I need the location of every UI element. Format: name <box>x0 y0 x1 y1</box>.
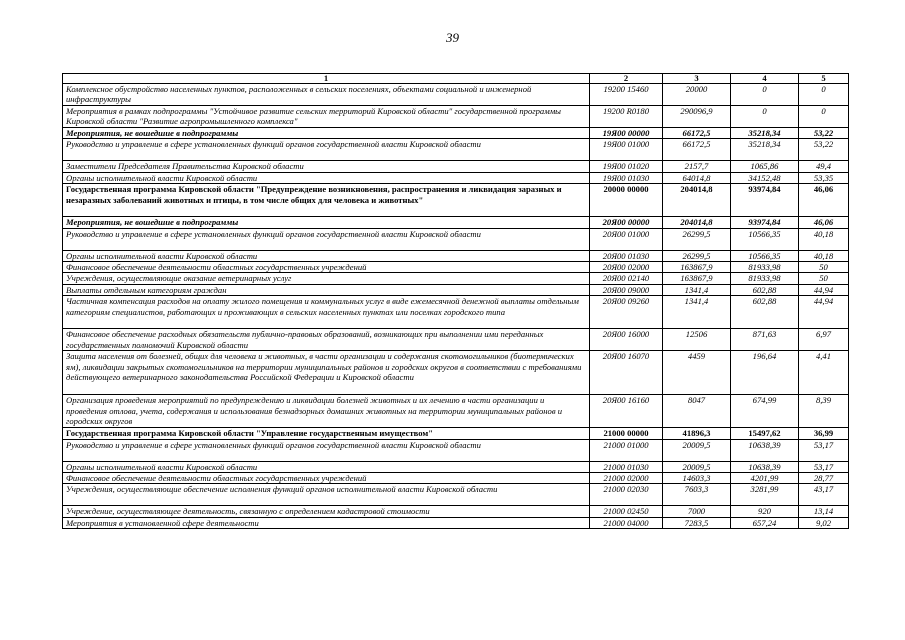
row-plan-cell: 1341,4 <box>663 284 731 295</box>
table-row <box>63 506 849 517</box>
row-name-cell: Мероприятия в рамках подпрограммы "Устойчивое развитие сельских территорий Кировской области" государственной программы Кировской области "Развитие агропромышленного комплекса" <box>63 106 590 128</box>
row-percent-cell: 53,22 <box>799 139 849 161</box>
row-code-cell: 21000 04000 <box>590 517 663 528</box>
budget-table <box>62 73 849 529</box>
row-executed-cell: 3281,99 <box>731 484 799 506</box>
row-code-cell: 20Я00 02000 <box>590 262 663 273</box>
row-code-cell: 20Я00 09000 <box>590 284 663 295</box>
row-code-cell: 21000 00000 <box>590 428 663 439</box>
row-percent-cell: 4,41 <box>799 351 849 395</box>
row-code-cell: 20Я00 16160 <box>590 395 663 428</box>
row-percent-cell: 36,99 <box>799 428 849 439</box>
row-code-cell: 20Я00 02140 <box>590 273 663 284</box>
table-row <box>63 329 849 351</box>
row-name-cell: Мероприятия, не вошедшие в подпрограммы <box>63 128 590 139</box>
header-cell-1: 1 <box>63 74 590 84</box>
row-executed-cell: 81933,98 <box>731 262 799 273</box>
row-plan-cell: 163867,9 <box>663 273 731 284</box>
header-cell-4: 4 <box>731 74 799 84</box>
row-name-cell: Финансовое обеспечение расходных обязательств публично-правовых образований, возникающих при выполнении ими переданных государственных полномочий Кировской области <box>63 329 590 351</box>
row-plan-cell: 1341,4 <box>663 296 731 329</box>
row-code-cell: 20Я00 00000 <box>590 217 663 228</box>
row-executed-cell: 10638,39 <box>731 461 799 472</box>
row-plan-cell: 26299,5 <box>663 228 731 250</box>
row-percent-cell: 8,39 <box>799 395 849 428</box>
row-code-cell: 19Я00 01030 <box>590 172 663 183</box>
row-name-cell: Органы исполнительной власти Кировской области <box>63 172 590 183</box>
row-executed-cell: 0 <box>731 84 799 106</box>
header-cell-3: 3 <box>663 74 731 84</box>
row-code-cell: 20Я00 01030 <box>590 250 663 261</box>
row-code-cell: 21000 01030 <box>590 461 663 472</box>
table-row <box>63 106 849 128</box>
row-executed-cell: 871,63 <box>731 329 799 351</box>
row-code-cell: 21000 02450 <box>590 506 663 517</box>
row-name-cell: Финансовое обеспечение деятельности областных государственных учреждений <box>63 262 590 273</box>
table-row <box>63 184 849 217</box>
row-name-cell: Органы исполнительной власти Кировской области <box>63 461 590 472</box>
row-executed-cell: 1065,86 <box>731 161 799 172</box>
row-plan-cell: 204014,8 <box>663 184 731 217</box>
row-name-cell: Защита населения от болезней, общих для человека и животных, в части организации и содержания скотомогильников (биотермических ям), ликвидации закрытых скотомогильников на территории муниципальных районов и городских округов в соответствии с требованиями действующего ветеринарного законодательства Российской Федерации и Кировской области <box>63 351 590 395</box>
row-percent-cell: 40,18 <box>799 228 849 250</box>
row-plan-cell: 66172,5 <box>663 139 731 161</box>
row-code-cell: 21000 01000 <box>590 439 663 461</box>
row-plan-cell: 7603,3 <box>663 484 731 506</box>
row-code-cell: 21000 02000 <box>590 473 663 484</box>
row-plan-cell: 163867,9 <box>663 262 731 273</box>
table-row <box>63 473 849 484</box>
row-plan-cell: 26299,5 <box>663 250 731 261</box>
row-percent-cell: 9,02 <box>799 517 849 528</box>
header-row <box>63 74 849 84</box>
row-executed-cell: 15497,62 <box>731 428 799 439</box>
row-executed-cell: 35218,34 <box>731 128 799 139</box>
row-executed-cell: 602,88 <box>731 284 799 295</box>
table-row <box>63 484 849 506</box>
row-percent-cell: 50 <box>799 262 849 273</box>
table-row <box>63 284 849 295</box>
row-executed-cell: 920 <box>731 506 799 517</box>
row-executed-cell: 0 <box>731 106 799 128</box>
table-row <box>63 517 849 528</box>
table-row <box>63 250 849 261</box>
row-percent-cell: 43,17 <box>799 484 849 506</box>
row-executed-cell: 602,88 <box>731 296 799 329</box>
row-name-cell: Учреждения, осуществляющие оказание ветеринарных услуг <box>63 273 590 284</box>
row-percent-cell: 28,77 <box>799 473 849 484</box>
table-row <box>63 217 849 228</box>
row-percent-cell: 46,06 <box>799 217 849 228</box>
table-row <box>63 84 849 106</box>
row-code-cell: 20000 00000 <box>590 184 663 217</box>
row-percent-cell: 44,94 <box>799 284 849 295</box>
row-executed-cell: 10566,35 <box>731 250 799 261</box>
row-executed-cell: 657,24 <box>731 517 799 528</box>
row-name-cell: Организация проведения мероприятий по предупреждению и ликвидации болезней животных и их лечению в части организации и проведения отлова, учета, содержания и использования безнадзорных домашних животных на территории муниципальных районов и городских округов <box>63 395 590 428</box>
row-code-cell: 19200 R0180 <box>590 106 663 128</box>
row-plan-cell: 64014,8 <box>663 172 731 183</box>
row-plan-cell: 20000 <box>663 84 731 106</box>
row-plan-cell: 2157,7 <box>663 161 731 172</box>
row-plan-cell: 20009,5 <box>663 461 731 472</box>
page-number: 39 <box>446 30 459 45</box>
row-plan-cell: 204014,8 <box>663 217 731 228</box>
row-executed-cell: 10566,35 <box>731 228 799 250</box>
row-plan-cell: 14603,3 <box>663 473 731 484</box>
header-cell-5: 5 <box>799 74 849 84</box>
row-percent-cell: 0 <box>799 84 849 106</box>
header-cell-2: 2 <box>590 74 663 84</box>
table-row <box>63 439 849 461</box>
row-percent-cell: 53,17 <box>799 439 849 461</box>
table-row <box>63 139 849 161</box>
row-plan-cell: 41896,3 <box>663 428 731 439</box>
row-percent-cell: 53,17 <box>799 461 849 472</box>
row-code-cell: 19Я00 00000 <box>590 128 663 139</box>
row-name-cell: Заместители Председателя Правительства Кировской области <box>63 161 590 172</box>
row-percent-cell: 13,14 <box>799 506 849 517</box>
table-row <box>63 172 849 183</box>
row-plan-cell: 12506 <box>663 329 731 351</box>
row-name-cell: Учреждения, осуществляющие обеспечение исполнения функций органов исполнительной власти Кировской области <box>63 484 590 506</box>
row-executed-cell: 81933,98 <box>731 273 799 284</box>
row-executed-cell: 34152,48 <box>731 172 799 183</box>
row-percent-cell: 6,97 <box>799 329 849 351</box>
row-name-cell: Учреждение, осуществляющее деятельность, связанную с определением кадастровой стоимости <box>63 506 590 517</box>
table-row <box>63 161 849 172</box>
row-plan-cell: 7283,5 <box>663 517 731 528</box>
row-name-cell: Мероприятия в установленной сфере деятельности <box>63 517 590 528</box>
table-row <box>63 351 849 395</box>
row-name-cell: Руководство и управление в сфере установленных функций органов государственной власти Кировской области <box>63 139 590 161</box>
row-percent-cell: 49,4 <box>799 161 849 172</box>
row-executed-cell: 674,99 <box>731 395 799 428</box>
row-code-cell: 19200 15460 <box>590 84 663 106</box>
row-percent-cell: 53,35 <box>799 172 849 183</box>
row-code-cell: 19Я00 01020 <box>590 161 663 172</box>
row-plan-cell: 20009,5 <box>663 439 731 461</box>
row-code-cell: 21000 02030 <box>590 484 663 506</box>
row-executed-cell: 35218,34 <box>731 139 799 161</box>
table-row <box>63 262 849 273</box>
row-executed-cell: 93974,84 <box>731 184 799 217</box>
row-code-cell: 20Я00 01000 <box>590 228 663 250</box>
row-executed-cell: 10638,39 <box>731 439 799 461</box>
row-name-cell: Комплексное обустройство населенных пунктов, расположенных в сельских поселениях, объектами социальной и инженерной инфраструктуры <box>63 84 590 106</box>
table-row <box>63 461 849 472</box>
table-row <box>63 296 849 329</box>
table-row <box>63 395 849 428</box>
row-code-cell: 19Я00 01000 <box>590 139 663 161</box>
row-plan-cell: 4459 <box>663 351 731 395</box>
row-executed-cell: 93974,84 <box>731 217 799 228</box>
row-percent-cell: 0 <box>799 106 849 128</box>
row-plan-cell: 8047 <box>663 395 731 428</box>
row-executed-cell: 4201,99 <box>731 473 799 484</box>
row-name-cell: Финансовое обеспечение деятельности областных государственных учреждений <box>63 473 590 484</box>
row-name-cell: Руководство и управление в сфере установленных функций органов государственной власти Кировской области <box>63 439 590 461</box>
row-percent-cell: 50 <box>799 273 849 284</box>
row-code-cell: 20Я00 09260 <box>590 296 663 329</box>
row-name-cell: Частичная компенсация расходов на оплату жилого помещения и коммунальных услуг в виде ежемесячной денежной выплаты отдельным категориям специалистов, работающих и проживающих в сельских населенных пунктах или поселках городского типа <box>63 296 590 329</box>
table-row <box>63 428 849 439</box>
row-percent-cell: 53,22 <box>799 128 849 139</box>
row-percent-cell: 46,06 <box>799 184 849 217</box>
row-percent-cell: 40,18 <box>799 250 849 261</box>
row-plan-cell: 7000 <box>663 506 731 517</box>
row-percent-cell: 44,94 <box>799 296 849 329</box>
row-executed-cell: 196,64 <box>731 351 799 395</box>
table-row <box>63 273 849 284</box>
row-code-cell: 20Я00 16000 <box>590 329 663 351</box>
row-plan-cell: 290096,9 <box>663 106 731 128</box>
row-name-cell: Государственная программа Кировской области "Предупреждение возникновения, распространения и ликвидация заразных и незаразных заболеваний животных и птицы, в том числе общих для человека и животных" <box>63 184 590 217</box>
row-code-cell: 20Я00 16070 <box>590 351 663 395</box>
row-plan-cell: 66172,5 <box>663 128 731 139</box>
row-name-cell: Руководство и управление в сфере установленных функций органов государственной власти Кировской области <box>63 228 590 250</box>
table-row <box>63 128 849 139</box>
row-name-cell: Органы исполнительной власти Кировской области <box>63 250 590 261</box>
row-name-cell: Государственная программа Кировской области "Управление государственным имуществом" <box>63 428 590 439</box>
row-name-cell: Мероприятия, не вошедшие в подпрограммы <box>63 217 590 228</box>
row-name-cell: Выплаты отдельным категориям граждан <box>63 284 590 295</box>
table-row <box>63 228 849 250</box>
